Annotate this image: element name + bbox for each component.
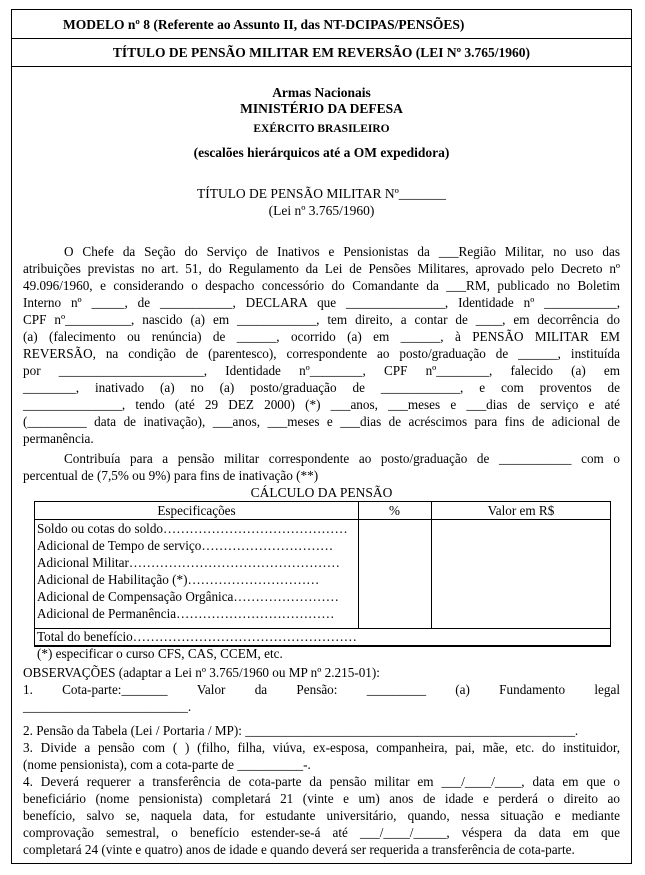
doc-law: (Lei nº 3.765/1960) <box>268 203 375 218</box>
obs-item1-part: Pensão: <box>296 682 338 697</box>
obs-item4-line: comprovação semestral, o benefício estender-se-á até ___/____/_____, véspera da data em que <box>23 825 620 840</box>
obs-item1-part: (a) <box>455 682 470 697</box>
obs-item3-line: (nome pensionista), com a cota-parte de __________-. <box>23 757 311 772</box>
p1-line: ________, inativado (a) no (a) posto/graduação de ____________, e com proventos de <box>23 380 620 395</box>
calc-row-label: Adicional de Compensação Orgânica…………………… <box>37 589 339 604</box>
obs-item1-part: Valor <box>196 682 226 697</box>
obs-item1-part: legal <box>594 682 620 697</box>
calc-row-label: Adicional Militar………………………………………… <box>37 555 340 570</box>
obs-item1-part: Cota-parte:_______ <box>62 682 168 697</box>
org-arms: Armas Nacionais <box>272 85 371 100</box>
org-echelons: (escalões hierárquicos até a OM expedidora) <box>193 145 450 160</box>
p2-line: Contribuía para a pensão militar correspondente ao posto/graduação de ___________ com o <box>64 451 620 466</box>
doc-title: TÍTULO DE PENSÃO MILITAR Nº_______ <box>196 186 447 201</box>
p1-line: 49.096/1960, e considerando o despacho concessório do Comandante da ___RM, publicado no Boletim <box>23 278 620 293</box>
obs-item1 <box>23 682 620 699</box>
obs-item4-line: completará 24 (vinte e quatro) anos de idade e quando deverá ser requerida a transferência de cota-parte. <box>23 842 575 857</box>
p1-line: Interno nº _____, de ___________, DECLARA que _______________, Identidade nº ___________, <box>23 295 620 310</box>
calc-footnote: (*) especificar o curso CFS, CAS, CCEM, etc. <box>37 646 283 661</box>
obs-item4-line: beneficiário (nome pensionista) completará 21 (vinte e um) anos de idade e perderá o direito ao <box>23 791 620 806</box>
obs-item1-part: Fundamento <box>499 682 566 697</box>
document-frame <box>11 9 632 864</box>
obs-item2: 2. Pensão da Tabela (Lei / Portaria / MP): __________________________________________________. <box>23 723 579 738</box>
obs-item4-line: 4. Deverá requerer a transferência de cota-parte da pensão militar em ___/____/____, data em que o <box>23 774 620 789</box>
form-title: TÍTULO DE PENSÃO MILITAR EM REVERSÃO (LEI Nº 3.765/1960) <box>12 39 631 67</box>
p1-line: permanência. <box>23 431 94 446</box>
obs-item1-part: da <box>254 682 268 697</box>
calc-row-label: Soldo ou cotas do soldo…………………………………… <box>37 521 348 536</box>
calc-row-label: Adicional de Permanência……………………………… <box>37 606 335 621</box>
org-army: EXÉRCITO BRASILEIRO <box>253 123 390 135</box>
p1-line: CPF nº__________, nascido (a) em ____________, tem direito, a contar de ____, em decorrência do <box>23 312 620 327</box>
col-header-value: Valor em R$ <box>487 503 555 518</box>
p1-line: O Chefe da Seção do Serviço de Inativos e Pensionistas da ___Região Militar, no uso das <box>64 244 620 259</box>
calc-row-label: Adicional de Habilitação (*)………………………… <box>37 572 320 587</box>
p1-line: atribuições previstas no art. 51, do Regulamento da Lei de Pensões Militares, aprovado pelo Decreto nº <box>23 261 620 276</box>
p1-line: REVERSÃO, na condição de (parentesco), correspondente ao posto/graduação de ______, instituída <box>23 346 620 361</box>
p1-line: (a) (falecimento ou renúncia) de ______, ocorrido (a) em ______, à PENSÃO MILITAR EM <box>23 329 620 344</box>
calc-table <box>34 501 611 661</box>
model-header: MODELO nº 8 (Referente ao Assunto II, das NT-DCIPAS/PENSÕES) <box>12 10 631 39</box>
calc-row-label: Adicional de Tempo de serviço………………………… <box>37 538 334 553</box>
org-ministry: MINISTÉRIO DA DEFESA <box>240 101 403 116</box>
p1-line: (_________ data de inativação), ___anos, ___meses e ___dias de acréscimos para fins de adicional de <box>23 414 620 429</box>
p1-line: por ______________________, Identidade nº________, CPF nº________, falecido (a) em <box>23 363 620 378</box>
obs-item1-cont: _________________________. <box>23 699 192 714</box>
obs-item4-line: benefício, salvo se, naquela data, for estudante universitário, quando, nessa situação e mediante <box>23 808 620 823</box>
calc-total-label: Total do benefício…………………………………………… <box>37 629 357 644</box>
p2-line: percentual de (7,5% ou 9%) para fins de inativação (**) <box>23 468 319 483</box>
p1-line: _______________, tendo (até 29 DEZ 2000) (*) ___anos, ___meses e ___dias de serviço e até <box>23 397 620 412</box>
calc-title: CÁLCULO DA PENSÃO <box>250 485 393 500</box>
obs-item1-part: _________ <box>366 682 427 697</box>
obs-item3-line: 3. Divide a pensão com ( ) (filho, filha, viúva, ex-esposa, companheira, pai, mãe, etc. do instituidor, <box>23 740 620 755</box>
obs-title: OBSERVAÇÕES (adaptar a Lei nº 3.765/1960 ou MP nº 2.215-01): <box>23 665 380 680</box>
col-header-percent: % <box>389 503 400 518</box>
col-header-specs: Especificações <box>157 503 236 518</box>
obs-item1-part: 1. <box>23 682 33 697</box>
